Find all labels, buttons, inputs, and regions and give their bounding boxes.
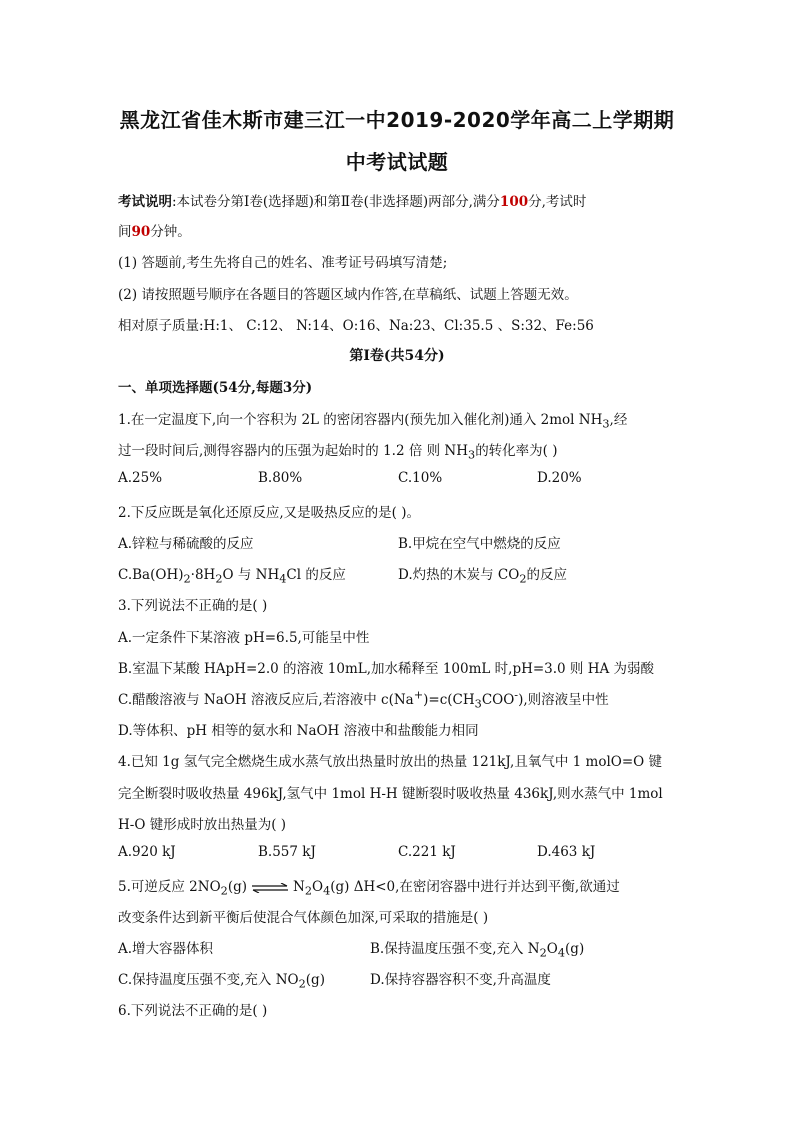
- q4-stem-line3: H-O 键形成时放出热量为( ): [118, 817, 287, 833]
- atomic-masses: 相对原子质量:H:1、 C:12、 N:14、O:16、Na:23、Cl:35.5 、S:32、Fe:56: [118, 318, 594, 334]
- exam-title-line2: 中考试试题: [345, 150, 449, 174]
- q3-stem: 3.下列说法不正确的是( ): [118, 598, 268, 614]
- q6-stem: 6.下列说法不正确的是( ): [118, 1003, 268, 1019]
- instructions-line1: 考试说明:本试卷分第Ⅰ卷(选择题)和第Ⅱ卷(非选择题)两部分,满分100分,考试时: [118, 194, 587, 210]
- q5-option-c: C.保持温度压强不变,充入 $NO_2(g)$: [118, 972, 325, 991]
- q2-stem: 2.下反应既是氧化还原反应,又是吸热反应的是( )。: [118, 505, 420, 521]
- q1-option-a: A.25%: [118, 470, 163, 486]
- q4-option-d: D.463 kJ: [537, 844, 596, 860]
- section-title: 第Ⅰ卷(共54分): [349, 348, 445, 364]
- total-score: 100: [499, 194, 529, 210]
- q1-stem-line2: 过一段时间后,测得容器内的压强为起始时的 1.2 倍 则 $NH_3$的转化率为( ): [118, 443, 558, 462]
- q4-option-b: B.557 kJ: [258, 844, 316, 860]
- q1-stem-line1: 1.在一定温度下,向一个容积为 2L 的密闭容器内(预先加入催化剂)通入 2mol $NH_3$,经: [118, 412, 628, 431]
- part-title: 一、单项选择题(54分,每题3分): [118, 380, 313, 396]
- q4-stem-line1: 4.已知 1g 氢气完全燃烧生成水蒸气放出热量时放出的热量 121kJ,且氧气中 1 molO=O 键: [118, 754, 663, 770]
- q4-option-c: C.221 kJ: [398, 844, 456, 860]
- q2-option-b: B.甲烷在空气中燃烧的反应: [398, 536, 561, 552]
- q5-stem-line1: 5.可逆反应 $2NO_2(g)$ $N_2O_4(g)$ ΔH<0,在密闭容器中进行并达到平衡,欲通过: [118, 879, 620, 898]
- instruction-item-2: (2) 请按照题号顺序在各题目的答题区域内作答,在草稿纸、试题上答题无效。: [118, 287, 578, 303]
- q5-option-d: D.保持容器容积不变,升高温度: [370, 972, 551, 988]
- equilibrium-arrows-icon: [251, 883, 289, 893]
- q3-option-c: C.醋酸溶液与 NaOH 溶液反应后,若溶液中 $c(Na^+)=c(CH_3COO^-)$,则溶液呈中性: [118, 688, 609, 711]
- q4-stem-line2: 完全断裂时吸收热量 496kJ,氢气中 1mol H-H 键断裂时吸收热量 436kJ,则水蒸气中 1mol: [118, 786, 663, 802]
- q2-option-c: $C.Ba(OH)_2\cdot 8H_2O$ 与 $NH_4Cl$ 的反应: [118, 567, 346, 586]
- q3-option-a: A.一定条件下某溶液 pH=6.5,可能呈中性: [118, 630, 370, 646]
- q5-option-a: A.增大容器体积: [118, 941, 214, 957]
- exam-minutes: 90: [131, 224, 151, 240]
- q3-option-b: B.室温下某酸 HApH=2.0 的溶液 10mL,加水稀释至 100mL 时,pH=3.0 则 HA 为弱酸: [118, 661, 655, 677]
- q3-option-d: D.等体积、pH 相等的氨水和 NaOH 溶液中和盐酸能力相同: [118, 723, 479, 739]
- q5-option-b: B.保持温度压强不变,充入 $N_2O_4(g)$: [370, 941, 585, 960]
- q1-option-c: C.10%: [398, 470, 443, 486]
- q2-option-a: A.锌粒与稀硫酸的反应: [118, 536, 254, 552]
- instructions-line2: 间90分钟。: [118, 224, 191, 240]
- instruction-item-1: (1) 答题前,考生先将自己的姓名、准考证号码填写清楚;: [118, 255, 448, 271]
- q2-option-d: D.灼热的木炭与 $CO_2$的反应: [398, 567, 567, 586]
- q5-stem-line2: 改变条件达到新平衡后使混合气体颜色加深,可采取的措施是( ): [118, 910, 489, 926]
- q4-option-a: A.920 kJ: [118, 844, 176, 860]
- instructions-label: 考试说明: [118, 194, 172, 210]
- exam-title-line1: 黑龙江省佳木斯市建三江一中2019-2020学年高二上学期期: [119, 108, 675, 132]
- q1-option-d: D.20%: [537, 470, 582, 486]
- q1-option-b: B.80%: [258, 470, 303, 486]
